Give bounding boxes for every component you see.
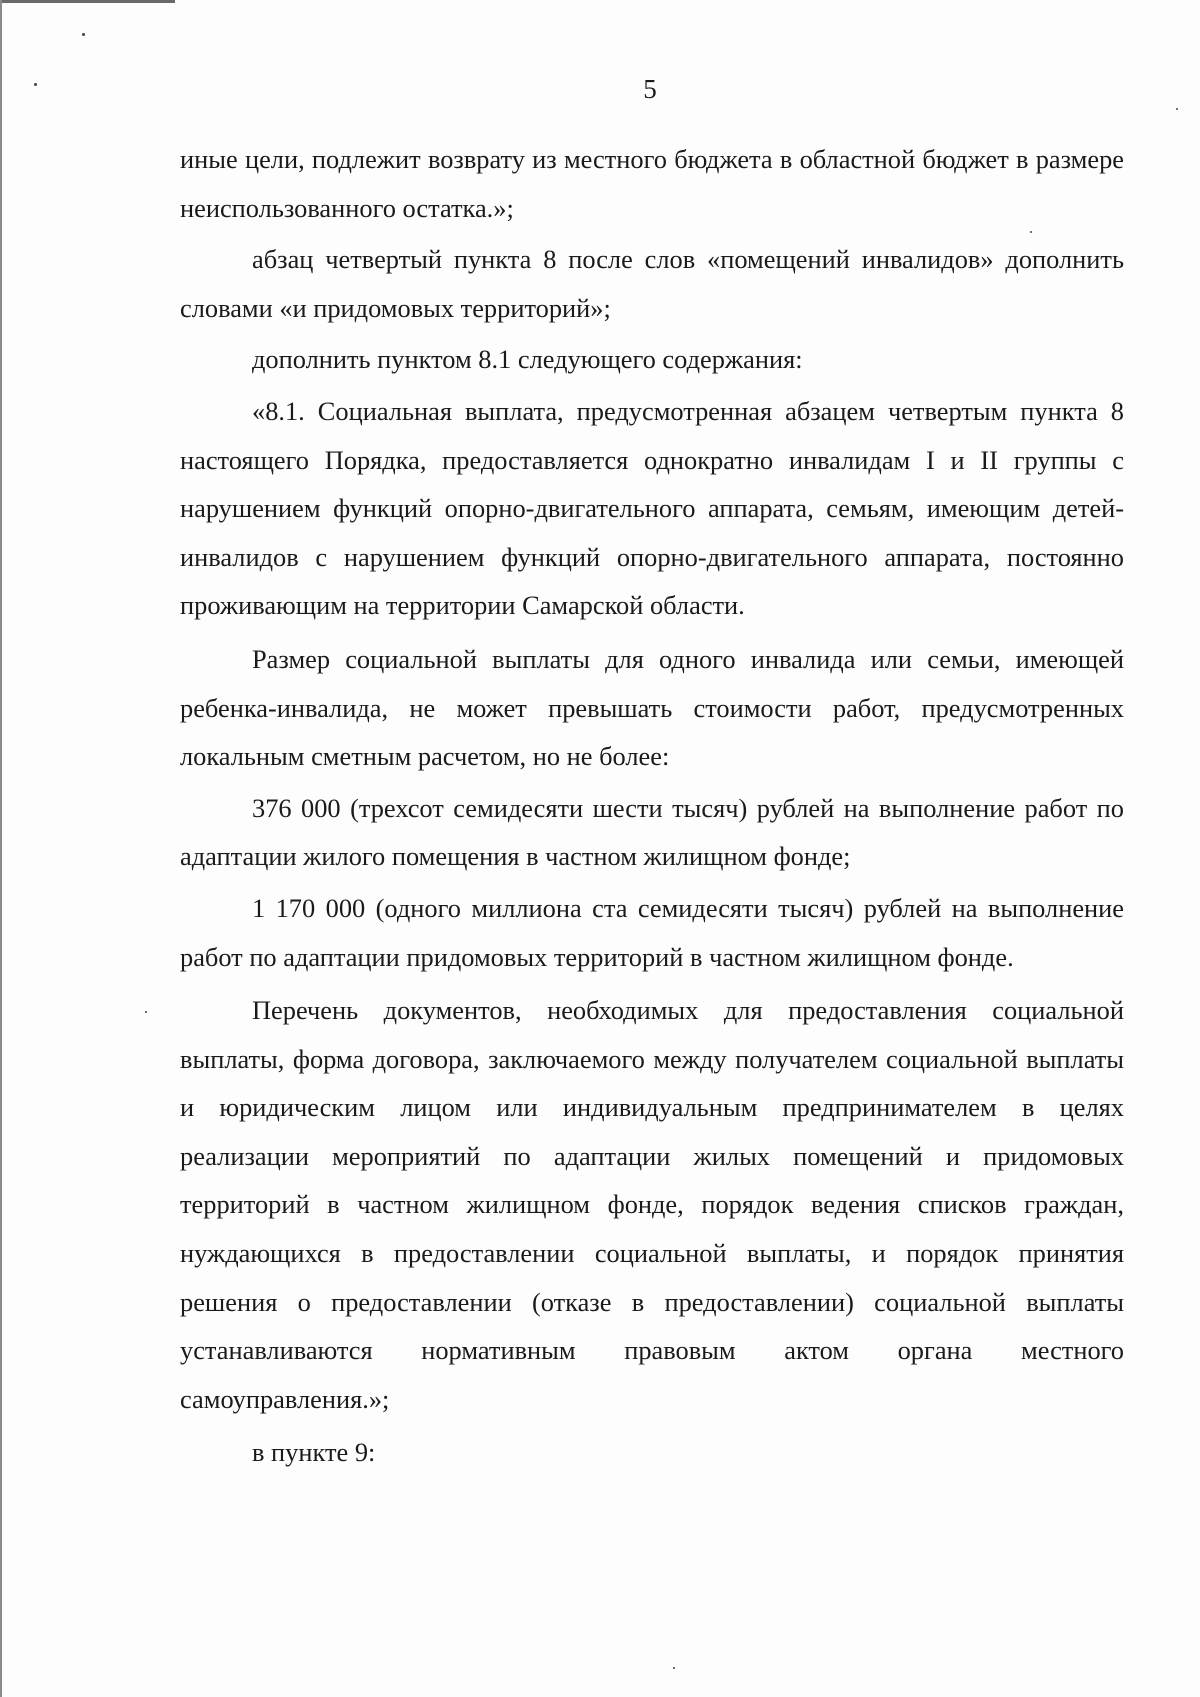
paragraph-amendment-abzac: абзац четвертый пункта 8 после слов «помещений инвалидов» дополнить словами «и придомовых территорий»; xyxy=(180,244,1124,323)
scan-speck xyxy=(82,33,85,36)
paragraph-amount-housing: 376 000 (трехсот семидесяти шести тысяч) рублей на выполнение работ по адаптации жилого помещения в частном жилищном фонде; xyxy=(180,792,1124,872)
paragraph-amount-territory: 1 170 000 (одного миллиона ста семидесяти тысяч) рублей на выполнение работ по адаптации придомовых территорий в частном жилищном фонде. xyxy=(180,892,1124,972)
paragraph-point-9: в пункте 9: xyxy=(252,1437,376,1468)
scan-speck xyxy=(1176,108,1178,110)
paragraph-point-8-1: «8.1. Социальная выплата, предусмотренная абзацем четвертым пункта 8 настоящего Порядка, предоставляется однократно инвалидам I и II группы с нарушением функций опорно-двигательного аппарата, семьям, имеющим детей-инвалидов с нарушением функций опорно-двигательного аппарата, постоянно проживающим на территории Самарской области. xyxy=(180,395,1124,621)
paragraph-documents-list: Перечень документов, необходимых для предоставления социальной выплаты, форма договора, заключаемого между получателем социальной выплаты и юридическим лицом или индивидуальным предпринимателем в целях реализации мероприятий по адаптации жилых помещений и придомовых территорий в частном жилищном фонде, порядок ведения списков граждан, нуждающихся в предоставлении социальной выплаты, и порядок принятия решения о предоставлении (отказе в предоставлении) социальной выплаты устанавливаются нормативным правовым актом органа местного самоуправления.»; xyxy=(180,995,1124,1414)
scan-speck xyxy=(34,83,37,86)
scan-edge-top xyxy=(0,0,175,3)
document-body xyxy=(180,135,1124,1480)
paragraph-continuation: иные цели, подлежит возврату из местного бюджета в областной бюджет в размере неиспользованного остатка.»; xyxy=(180,144,1124,223)
scan-speck xyxy=(145,1011,147,1013)
paragraph-payment-size: Размер социальной выплаты для одного инвалида или семьи, имеющей ребенка-инвалида, не может превышать стоимости работ, предусмотренных локальным сметным расчетом, но не более: xyxy=(180,643,1124,772)
paragraph-add-point: дополнить пунктом 8.1 следующего содержания: xyxy=(252,344,803,375)
page-number: 5 xyxy=(643,74,657,104)
scan-edge-left xyxy=(0,0,2,1697)
scan-speck xyxy=(673,1667,675,1669)
